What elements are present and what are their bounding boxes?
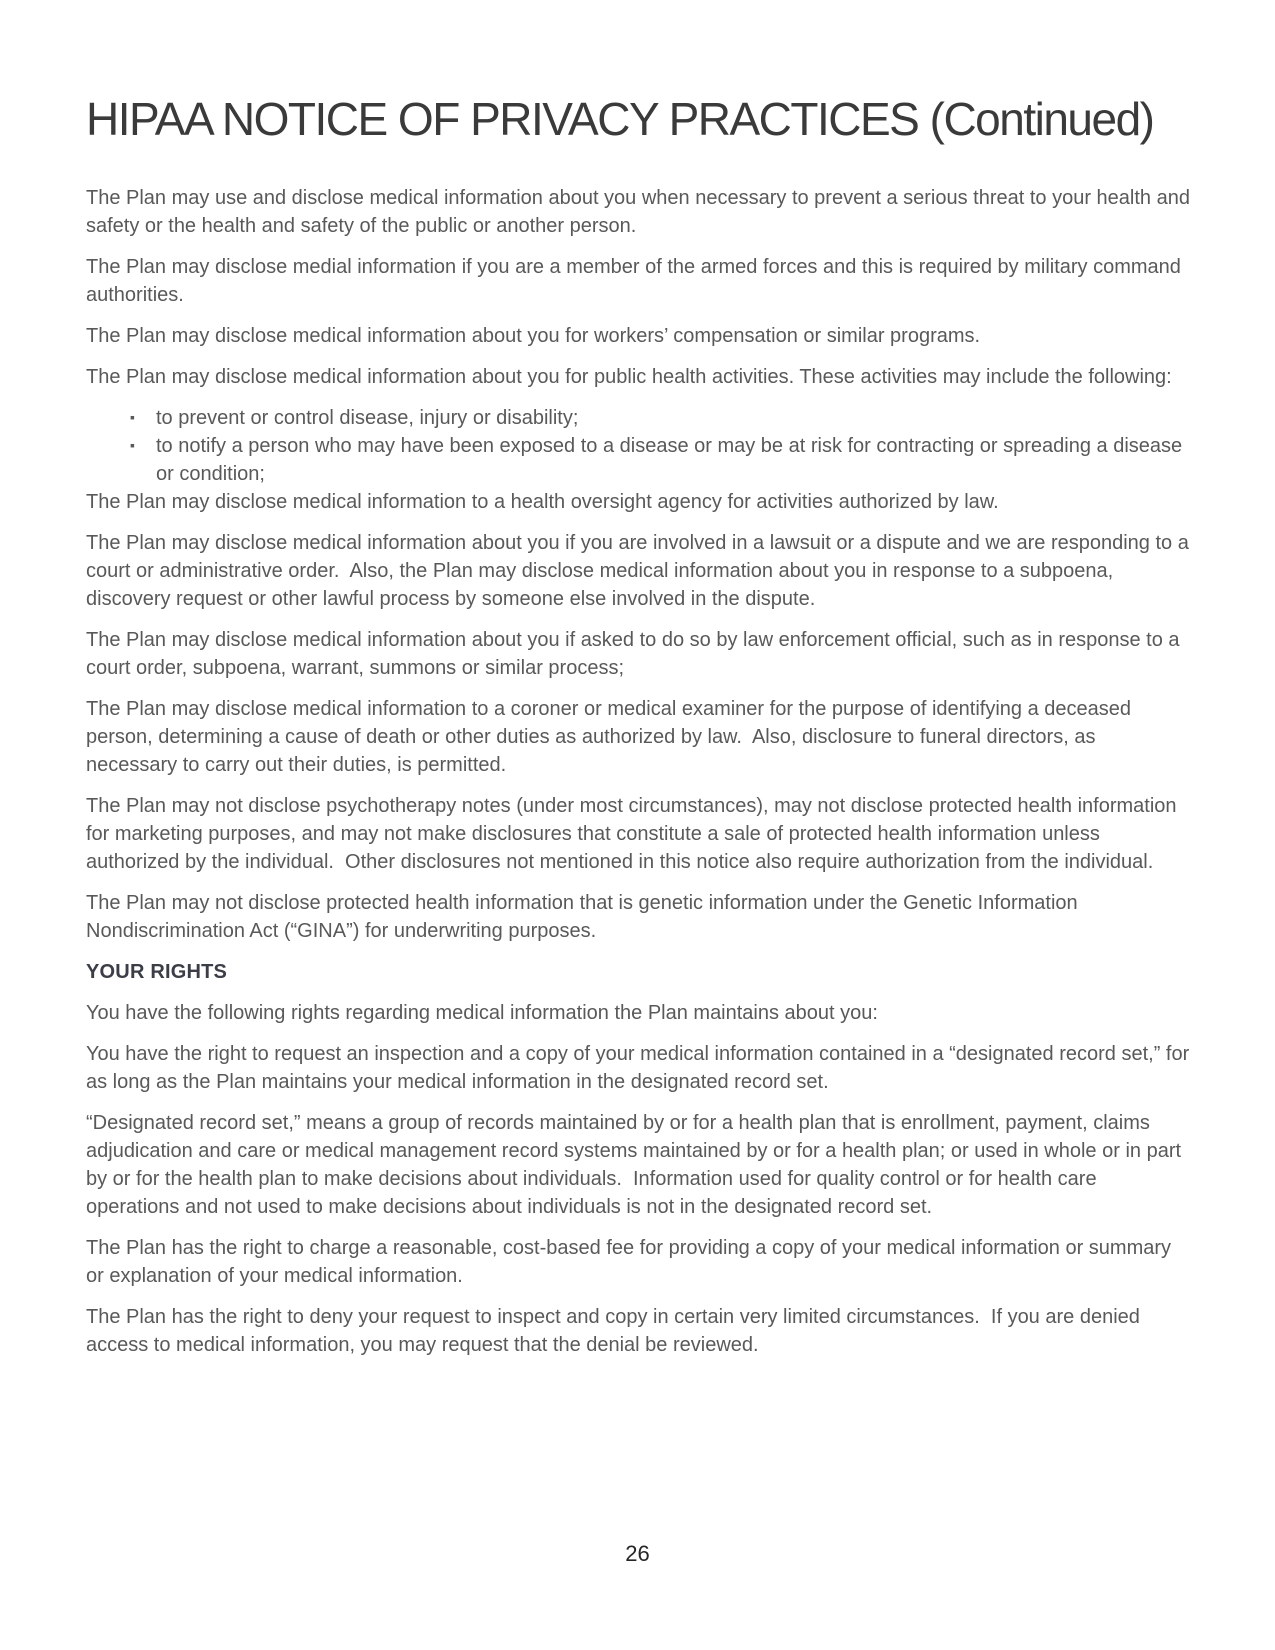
paragraph: The Plan may disclose medical information about you if you are involved in a lawsuit or a dispute and we are responding to a court or administrative order. Also, the Plan may disclose medical information about you in response to a subpoena, discovery request or other lawful process by someone else involved in the dispute. [86, 532, 1195, 610]
paragraph: You have the following rights regarding medical information the Plan maintains about you: [86, 1002, 878, 1024]
paragraph: The Plan may disclose medical information about you if asked to do so by law enforcement official, such as in response to a court order, subpoena, warrant, summons or similar process; [86, 629, 1186, 679]
page-title: HIPAA NOTICE OF PRIVACY PRACTICES (Continued) [86, 93, 1154, 145]
document-body [86, 184, 1196, 1359]
paragraph: The Plan may disclose medial information if you are a member of the armed forces and this is required by military command authorities. [86, 256, 1187, 306]
page-number: 26 [625, 1541, 650, 1566]
bullet-item: ▪ to notify a person who may have been exposed to a disease or may be at risk for contracting or spreading a disease or condition; [86, 432, 1190, 488]
bullet-item: ▪ to prevent or control disease, injury or disability; [86, 404, 1190, 432]
paragraph: “Designated record set,” means a group of records maintained by or for a health plan that is enrollment, payment, claims adjudication and care or medical management record systems maintained by or for a health plan; or used in whole or in part by or for the health plan to make decisions about individuals. Information used for quality control or for health care operations and not used to make decisions about individuals is not in the designated record set. [86, 1112, 1187, 1218]
paragraph: The Plan has the right to deny your request to inspect and copy in certain very limited circumstances. If you are denied access to medical information, you may request that the denial be reviewed. [86, 1306, 1146, 1356]
paragraph: The Plan may not disclose protected health information that is genetic information under the Genetic Information Nondiscrimination Act (“GINA”) for underwriting purposes. [86, 892, 1084, 942]
paragraph: The Plan may disclose medical information to a coroner or medical examiner for the purpose of identifying a deceased person, determining a cause of death or other duties as authorized by law. Also, disclosure to funeral directors, as necessary to carry out their duties, is permitted. [86, 698, 1137, 776]
paragraph: The Plan may disclose medical information about you for workers’ compensation or similar programs. [86, 325, 981, 347]
paragraph: The Plan may disclose medical information to a health oversight agency for activities authorized by law. [86, 491, 999, 513]
paragraph: You have the right to request an inspection and a copy of your medical information contained in a “designated record set,” for as long as the Plan maintains your medical information in the designated record set. [86, 1043, 1195, 1093]
bullet-list [86, 404, 1190, 488]
paragraph: The Plan has the right to charge a reasonable, cost-based fee for providing a copy of your medical information or summary or explanation of your medical information. [86, 1237, 1177, 1287]
paragraph: The Plan may disclose medical information about you for public health activities. These activities may include the following: [86, 366, 1172, 388]
paragraph: The Plan may use and disclose medical information about you when necessary to prevent a serious threat to your health and safety or the health and safety of the public or another person. [86, 187, 1196, 237]
section-heading: YOUR RIGHTS [86, 961, 228, 983]
paragraph: The Plan may not disclose psychotherapy notes (under most circumstances), may not disclose protected health information for marketing purposes, and may not make disclosures that constitute a sale of protected health information unless authorized by the individual. Other disclosures not mentioned in this notice also require authorization from the individual. [86, 795, 1183, 873]
